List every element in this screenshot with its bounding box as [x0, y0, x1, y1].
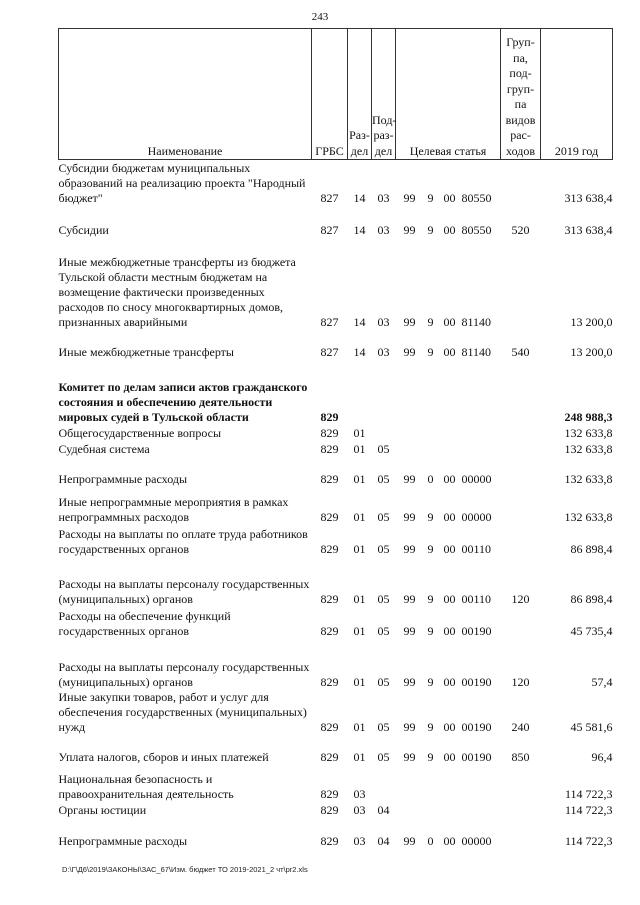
row-expense-group	[501, 487, 541, 525]
table-row	[59, 639, 613, 690]
row-podrazdel: 03	[377, 314, 390, 329]
row-name: Национальная безопасность и правоохранительная деятельность	[58, 771, 234, 801]
row-target-direction	[462, 765, 501, 802]
row-razdel: 01	[353, 749, 366, 764]
file-path-footer: D:\Г\Д6\2019\ЗАКОНЫ\ЗАС_67\Изм. бюджет ТО 2019-2021_2 чт\pr2.xls	[62, 865, 308, 874]
row-target-program	[396, 802, 424, 818]
row-amount: 96,4	[591, 749, 613, 764]
row-target-subprogram: 9	[427, 344, 434, 359]
row-name: Судебная система	[58, 441, 150, 456]
row-razdel: 01	[353, 441, 366, 456]
row-target-subprogram	[424, 360, 438, 425]
row-grbs: 829	[320, 441, 339, 456]
row-target-direction	[462, 360, 501, 425]
table-row	[59, 802, 613, 818]
row-expense-group	[501, 238, 541, 330]
row-expense-group: 120	[511, 674, 530, 689]
row-expense-group	[501, 160, 541, 206]
row-target-main: 00	[443, 314, 456, 329]
row-target-subprogram: 9	[427, 591, 434, 606]
row-podrazdel: 03	[377, 222, 390, 237]
row-target-direction: 00000	[461, 471, 492, 486]
row-podrazdel: 05	[377, 623, 390, 638]
row-razdel: 01	[353, 541, 366, 556]
row-name: Органы юстиции	[58, 802, 147, 817]
row-name: Иные закупки товаров, работ и услуг для обеспечения государственных (муниципальных) нужд	[58, 689, 307, 734]
row-target-program	[396, 360, 424, 425]
row-grbs: 829	[320, 749, 339, 764]
row-target-program: 99	[403, 190, 416, 205]
row-amount: 45 581,6	[570, 719, 613, 734]
row-amount: 57,4	[591, 674, 613, 689]
row-grbs: 829	[320, 541, 339, 556]
row-name: Расходы на выплаты персоналу государственных (муниципальных) органов	[58, 576, 310, 606]
row-target-program: 99	[403, 833, 416, 848]
row-podrazdel: 05	[377, 441, 390, 456]
row-expense-group: 120	[511, 591, 530, 606]
row-expense-group	[501, 525, 541, 557]
row-razdel: 14	[353, 222, 366, 237]
row-target-program: 99	[403, 749, 416, 764]
row-target-main: 00	[443, 719, 456, 734]
row-target-direction: 80550	[461, 190, 492, 205]
row-target-subprogram: 9	[427, 541, 434, 556]
row-target-program: 99	[403, 541, 416, 556]
row-grbs: 827	[320, 314, 339, 329]
row-expense-group	[501, 425, 541, 441]
row-target-main: 00	[443, 623, 456, 638]
table-header-row	[59, 29, 613, 160]
row-razdel: 01	[353, 425, 366, 440]
table-body	[59, 160, 613, 849]
row-podrazdel: 05	[377, 509, 390, 524]
row-name: Общегосударственные вопросы	[58, 425, 222, 440]
table-row	[59, 206, 613, 238]
row-podrazdel: 03	[377, 344, 390, 359]
row-target-direction	[462, 425, 501, 441]
table-row	[59, 735, 613, 765]
row-target-main: 00	[443, 674, 456, 689]
row-amount: 114 722,3	[564, 786, 613, 801]
page-number: 243	[311, 11, 329, 23]
row-target-subprogram	[424, 802, 438, 818]
row-target-main: 00	[443, 541, 456, 556]
header-target: Целевая статья	[396, 29, 501, 160]
row-target-subprogram	[424, 441, 438, 457]
row-target-main: 00	[443, 471, 456, 486]
row-razdel: 14	[353, 190, 366, 205]
row-name: Уплата налогов, сборов и иных платежей	[58, 749, 269, 764]
row-amount: 86 898,4	[570, 591, 613, 606]
row-name: Расходы на обеспечение функций государственных органов	[58, 608, 231, 638]
row-podrazdel: 05	[377, 674, 390, 689]
row-target-main: 00	[443, 344, 456, 359]
row-target-main: 00	[443, 749, 456, 764]
row-expense-group	[501, 765, 541, 802]
row-podrazdel: 05	[377, 749, 390, 764]
row-grbs: 827	[320, 344, 339, 359]
row-podrazdel	[372, 765, 396, 802]
row-grbs: 829	[320, 425, 339, 440]
row-target-program: 99	[403, 471, 416, 486]
row-name: Иные непрограммные мероприятия в рамках непрограммных расходов	[58, 494, 289, 524]
row-podrazdel: 04	[377, 833, 390, 848]
row-grbs: 829	[320, 591, 339, 606]
header-podrazdel: Под- раз- дел	[372, 29, 396, 160]
table-row	[59, 360, 613, 425]
row-target-main	[438, 425, 462, 441]
row-target-program	[396, 425, 424, 441]
row-razdel: 01	[353, 471, 366, 486]
row-name: Расходы на выплаты персоналу государственных (муниципальных) органов	[58, 659, 310, 689]
header-year: 2019 год	[541, 29, 613, 160]
row-expense-group	[501, 441, 541, 457]
row-amount: 132 633,8	[564, 425, 613, 440]
row-target-subprogram: 9	[427, 623, 434, 638]
row-target-subprogram: 0	[427, 471, 434, 486]
row-target-program	[396, 765, 424, 802]
row-amount: 86 898,4	[570, 541, 613, 556]
row-target-subprogram: 9	[427, 674, 434, 689]
header-razdel: Раз- дел	[348, 29, 372, 160]
row-razdel: 01	[353, 623, 366, 638]
table-row	[59, 690, 613, 735]
row-amount: 248 988,3	[564, 409, 613, 424]
row-target-program: 99	[403, 719, 416, 734]
row-target-subprogram: 9	[427, 509, 434, 524]
header-name: Наименование	[59, 29, 312, 160]
row-razdel: 01	[353, 509, 366, 524]
table-row	[59, 457, 613, 487]
table-row	[59, 607, 613, 639]
row-target-main: 00	[443, 222, 456, 237]
row-expense-group: 240	[511, 719, 530, 734]
row-target-program: 99	[403, 623, 416, 638]
row-grbs: 829	[320, 833, 339, 848]
row-target-subprogram	[424, 765, 438, 802]
row-grbs: 827	[320, 190, 339, 205]
row-name: Непрограммные расходы	[58, 833, 188, 848]
row-podrazdel	[372, 425, 396, 441]
table-row	[59, 487, 613, 525]
row-razdel: 01	[353, 719, 366, 734]
header-grbs: ГРБС	[312, 29, 348, 160]
table-row	[59, 525, 613, 557]
table-row	[59, 765, 613, 802]
row-grbs: 827	[320, 222, 339, 237]
row-target-main	[438, 441, 462, 457]
row-expense-group	[501, 607, 541, 639]
row-target-main	[438, 360, 462, 425]
row-name: Непрограммные расходы	[58, 471, 188, 486]
row-razdel: 01	[353, 591, 366, 606]
row-name: Иные межбюджетные трансферты из бюджета Тульской области местным бюджетам на возмещение фактически произведенных расходов по сносу многоквартирных домов, признанных аварийными	[58, 254, 296, 329]
table-row	[59, 160, 613, 206]
row-razdel: 03	[353, 833, 366, 848]
row-expense-group: 850	[511, 749, 530, 764]
row-target-direction: 80550	[461, 222, 492, 237]
header-group: Груп- па, под- груп- па видов рас- ходов	[501, 29, 541, 160]
row-target-main: 00	[443, 509, 456, 524]
row-target-subprogram: 9	[427, 719, 434, 734]
table-row	[59, 238, 613, 330]
row-name: Комитет по делам записи актов гражданского состояния и обеспечению деятельности мировых судей в Тульской области	[58, 379, 308, 424]
row-podrazdel: 05	[377, 471, 390, 486]
row-podrazdel: 05	[377, 719, 390, 734]
row-target-subprogram: 9	[427, 314, 434, 329]
row-expense-group	[501, 457, 541, 487]
row-podrazdel	[372, 360, 396, 425]
row-target-subprogram	[424, 425, 438, 441]
row-razdel: 01	[353, 674, 366, 689]
row-grbs: 829	[320, 674, 339, 689]
row-target-subprogram: 0	[427, 833, 434, 848]
row-target-direction: 00190	[461, 749, 492, 764]
row-target-direction: 00110	[461, 591, 492, 606]
row-expense-group	[501, 818, 541, 849]
row-name: Субсидии бюджетам муниципальных образований на реализацию проекта "Народный бюджет"	[58, 160, 306, 205]
row-amount: 313 638,4	[564, 222, 613, 237]
row-target-main: 00	[443, 591, 456, 606]
row-target-subprogram: 9	[427, 749, 434, 764]
row-target-direction: 00190	[461, 674, 492, 689]
table-row	[59, 330, 613, 360]
row-amount: 13 200,0	[570, 344, 613, 359]
row-grbs: 829	[320, 786, 339, 801]
row-target-program: 99	[403, 314, 416, 329]
row-expense-group	[501, 802, 541, 818]
row-grbs: 829	[320, 802, 339, 817]
row-podrazdel: 05	[377, 591, 390, 606]
row-target-program: 99	[403, 344, 416, 359]
row-razdel: 03	[353, 802, 366, 817]
row-target-subprogram: 9	[427, 222, 434, 237]
row-target-direction: 00110	[461, 541, 492, 556]
table-row	[59, 441, 613, 457]
row-target-program	[396, 441, 424, 457]
row-target-program: 99	[403, 222, 416, 237]
row-razdel: 14	[353, 344, 366, 359]
row-name: Иные межбюджетные трансферты	[58, 344, 234, 359]
budget-table	[58, 28, 613, 849]
row-target-direction: 81140	[461, 314, 492, 329]
row-amount: 114 722,3	[564, 833, 613, 848]
row-target-program: 99	[403, 674, 416, 689]
row-target-program: 99	[403, 591, 416, 606]
row-target-program: 99	[403, 509, 416, 524]
row-razdel: 14	[353, 314, 366, 329]
row-amount: 45 735,4	[570, 623, 613, 638]
row-target-direction: 00190	[461, 719, 492, 734]
row-grbs: 829	[320, 409, 339, 424]
row-expense-group: 540	[511, 344, 530, 359]
row-amount: 313 638,4	[564, 190, 613, 205]
row-target-main: 00	[443, 833, 456, 848]
table-row	[59, 425, 613, 441]
row-target-direction: 81140	[461, 344, 492, 359]
row-razdel	[348, 360, 372, 425]
row-grbs: 829	[320, 471, 339, 486]
row-target-main	[438, 765, 462, 802]
row-amount: 132 633,8	[564, 441, 613, 456]
row-amount: 13 200,0	[570, 314, 613, 329]
row-grbs: 829	[320, 509, 339, 524]
row-target-direction	[462, 802, 501, 818]
row-grbs: 829	[320, 719, 339, 734]
row-amount: 132 633,8	[564, 509, 613, 524]
row-razdel: 03	[353, 786, 366, 801]
row-amount: 132 633,8	[564, 471, 613, 486]
row-expense-group: 520	[511, 222, 530, 237]
row-target-direction: 00000	[461, 509, 492, 524]
row-amount: 114 722,3	[564, 802, 613, 817]
row-target-direction: 00190	[461, 623, 492, 638]
table-row	[59, 818, 613, 849]
row-target-main	[438, 802, 462, 818]
row-podrazdel: 04	[377, 802, 390, 817]
row-name: Субсидии	[58, 222, 109, 237]
row-target-main: 00	[443, 190, 456, 205]
row-target-direction	[462, 441, 501, 457]
row-target-subprogram: 9	[427, 190, 434, 205]
row-target-direction: 00000	[461, 833, 492, 848]
row-name: Расходы на выплаты по оплате труда работников государственных органов	[58, 526, 308, 556]
row-podrazdel: 03	[377, 190, 390, 205]
table-row	[59, 557, 613, 607]
row-podrazdel: 05	[377, 541, 390, 556]
row-grbs: 829	[320, 623, 339, 638]
row-expense-group	[501, 360, 541, 425]
